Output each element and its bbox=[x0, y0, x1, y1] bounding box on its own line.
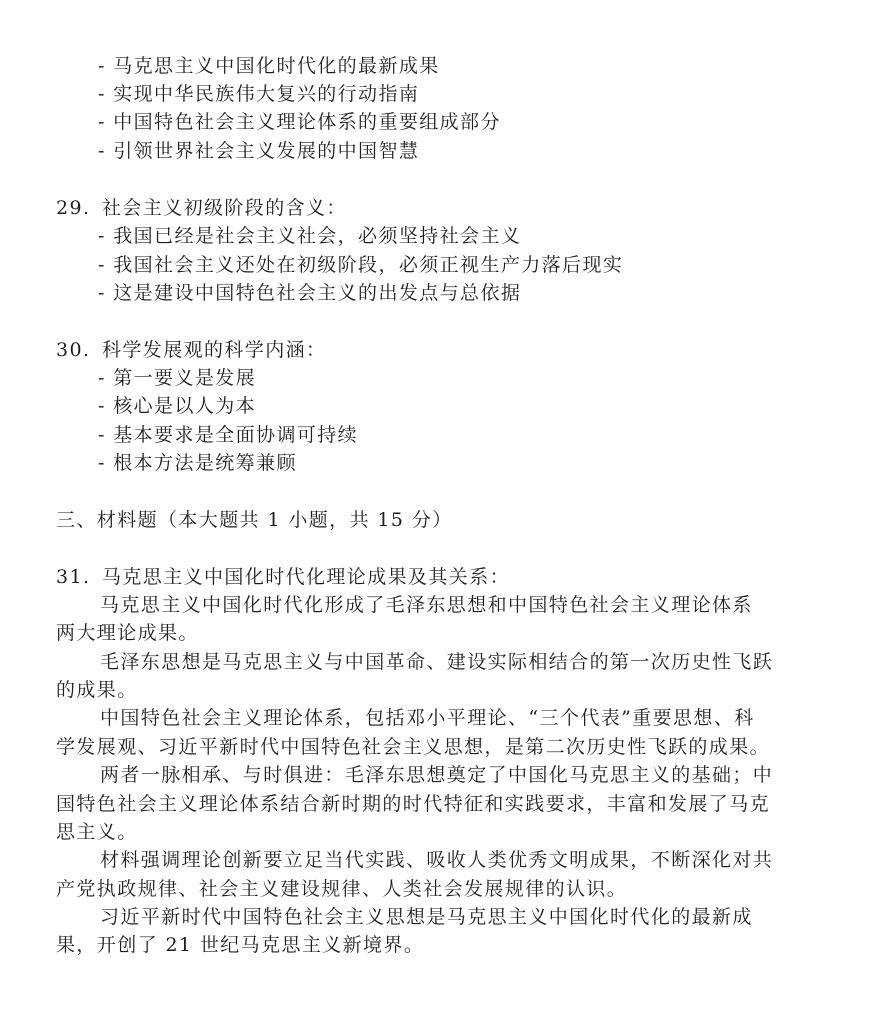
paragraph-line: 毛泽东思想是马克思主义与中国革命、建设实际相结合的第一次历史性飞跃 bbox=[100, 651, 774, 673]
paragraph-line: 学发展观、习近平新时代中国特色社会主义思想，是第二次历史性飞跃的成果。 bbox=[56, 736, 771, 758]
question-title: 科学发展观的科学内涵： bbox=[102, 339, 327, 361]
bullet-item: - 实现中华民族伟大复兴的行动指南 bbox=[98, 83, 420, 105]
question-number: 29. bbox=[56, 197, 91, 219]
section-heading: 三、材料题（本大题共 1 小题，共 15 分） bbox=[56, 509, 453, 531]
bullet-item: - 我国社会主义还处在初级阶段，必须正视生产力落后现实 bbox=[98, 254, 624, 276]
paragraph-line: 两大理论成果。 bbox=[56, 622, 199, 644]
bullet-item: - 中国特色社会主义理论体系的重要组成部分 bbox=[98, 111, 501, 133]
paragraph-line: 国特色社会主义理论体系结合新时期的时代特征和实践要求，丰富和发展了马克 bbox=[56, 793, 771, 815]
question-29-heading bbox=[56, 194, 347, 222]
paragraph-line: 中国特色社会主义理论体系，包括邓小平理论、“三个代表”重要思想、科 bbox=[100, 707, 755, 729]
question-number: 30. bbox=[56, 339, 91, 361]
question-number: 31. bbox=[56, 566, 91, 588]
bullet-item: - 根本方法是统筹兼顾 bbox=[98, 452, 297, 474]
paragraph-line: 材料强调理论创新要立足当代实践、吸收人类优秀文明成果，不断深化对共 bbox=[100, 849, 774, 871]
paragraph-line: 马克思主义中国化时代化形成了毛泽东思想和中国特色社会主义理论体系 bbox=[100, 594, 753, 616]
question-30-heading bbox=[56, 336, 326, 364]
bullet-item: - 核心是以人为本 bbox=[98, 395, 257, 417]
paragraph-line: 果，开创了 21 世纪马克思主义新境界。 bbox=[56, 934, 425, 956]
paragraph-line: 的成果。 bbox=[56, 679, 138, 701]
question-31-heading bbox=[56, 563, 510, 591]
bullet-item: - 引领世界社会主义发展的中国智慧 bbox=[98, 140, 420, 162]
bullet-item: - 这是建设中国特色社会主义的出发点与总依据 bbox=[98, 282, 522, 304]
question-title: 社会主义初级阶段的含义： bbox=[102, 197, 347, 219]
bullet-item: - 马克思主义中国化时代化的最新成果 bbox=[98, 55, 440, 77]
paragraph-line: 产党执政规律、社会主义建设规律、人类社会发展规律的认识。 bbox=[56, 878, 628, 900]
paragraph-line: 两者一脉相承、与时俱进：毛泽东思想奠定了中国化马克思主义的基础；中 bbox=[100, 764, 774, 786]
bullet-item: - 基本要求是全面协调可持续 bbox=[98, 424, 359, 446]
paragraph-line: 思主义。 bbox=[56, 821, 138, 843]
bullet-item: - 我国已经是社会主义社会，必须坚持社会主义 bbox=[98, 225, 522, 247]
question-title: 马克思主义中国化时代化理论成果及其关系： bbox=[102, 566, 511, 588]
bullet-item: - 第一要义是发展 bbox=[98, 367, 257, 389]
paragraph-line: 习近平新时代中国特色社会主义思想是马克思主义中国化时代化的最新成 bbox=[100, 906, 753, 928]
